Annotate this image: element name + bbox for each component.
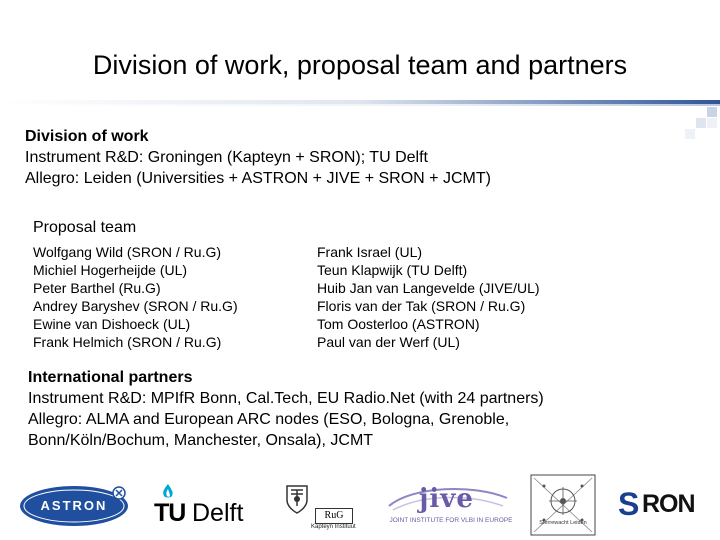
team-column-right xyxy=(317,243,540,351)
decor-square xyxy=(707,118,717,128)
flame-icon xyxy=(158,484,178,500)
slide-title: Division of work, proposal team and partners xyxy=(92,50,628,80)
tudelft-delft: Delft xyxy=(192,499,244,527)
team-member: Tom Oosterloo (ASTRON) xyxy=(317,316,480,332)
partners-section xyxy=(28,367,544,451)
team-member: Huib Jan van Langevelde (JIVE/UL) xyxy=(317,280,540,296)
crest-icon xyxy=(285,484,309,514)
team-member: Teun Klapwijk (TU Delft) xyxy=(317,262,468,278)
team-member: Wolfgang Wild (SRON / Ru.G) xyxy=(33,244,222,260)
leiden-caption: Sterrewacht Leiden xyxy=(539,520,587,526)
tudelft-logo xyxy=(152,484,252,528)
partners-line: Instrument R&D: MPIfR Bonn, Cal.Tech, EU Radio.Net (with 24 partners) xyxy=(28,390,544,407)
jive-caption: JOINT INSTITUTE FOR VLBI IN EUROPE xyxy=(389,517,513,524)
decor-square xyxy=(685,129,695,139)
observatory-seal-icon xyxy=(530,474,596,536)
partners-line: Allegro: ALMA and European ARC nodes (ESO, Bologna, Grenoble, xyxy=(28,411,510,428)
division-heading: Division of work xyxy=(25,128,149,145)
astron-logo xyxy=(18,484,130,528)
jive-logo xyxy=(383,484,513,528)
proposal-team-heading: Proposal team xyxy=(33,219,137,236)
division-section xyxy=(25,126,491,189)
partners-line: Bonn/Köln/Bochum, Manchester, Onsala), JCMT xyxy=(28,432,374,449)
sron-logo xyxy=(618,484,714,524)
sron-ron: RON xyxy=(642,490,695,518)
jive-wordmark: jive xyxy=(419,484,474,514)
title-rule xyxy=(0,100,720,106)
team-member: Paul van der Werf (UL) xyxy=(317,334,460,350)
decor-square xyxy=(707,107,717,117)
division-line: Allegro: Leiden (Universities + ASTRON + JIVE + SRON + JCMT) xyxy=(25,170,491,187)
rug-mark: RuG xyxy=(324,510,344,521)
team-member: Peter Barthel (Ru.G) xyxy=(33,280,161,296)
rug-logo xyxy=(285,482,365,532)
rug-caption: Kapteyn Instituut xyxy=(311,524,356,530)
team-member: Michiel Hogerheijde (UL) xyxy=(33,262,188,278)
rug-box xyxy=(315,508,353,524)
team-column-left xyxy=(33,243,238,351)
team-member: Ewine van Dishoeck (UL) xyxy=(33,316,191,332)
division-line: Instrument R&D: Groningen (Kapteyn + SRON); TU Delft xyxy=(25,149,428,166)
team-member: Floris van der Tak (SRON / Ru.G) xyxy=(317,298,526,314)
team-member: Frank Israel (UL) xyxy=(317,244,423,260)
tudelft-tu: TU xyxy=(154,499,186,527)
leiden-logo xyxy=(530,474,596,536)
team-member: Andrey Baryshev (SRON / Ru.G) xyxy=(33,298,238,314)
decor-square xyxy=(696,118,706,128)
team-member: Frank Helmich (SRON / Ru.G) xyxy=(33,334,222,350)
astron-wordmark: ASTRON xyxy=(40,498,108,513)
partners-heading: International partners xyxy=(28,369,193,386)
sron-s: S xyxy=(618,486,640,522)
